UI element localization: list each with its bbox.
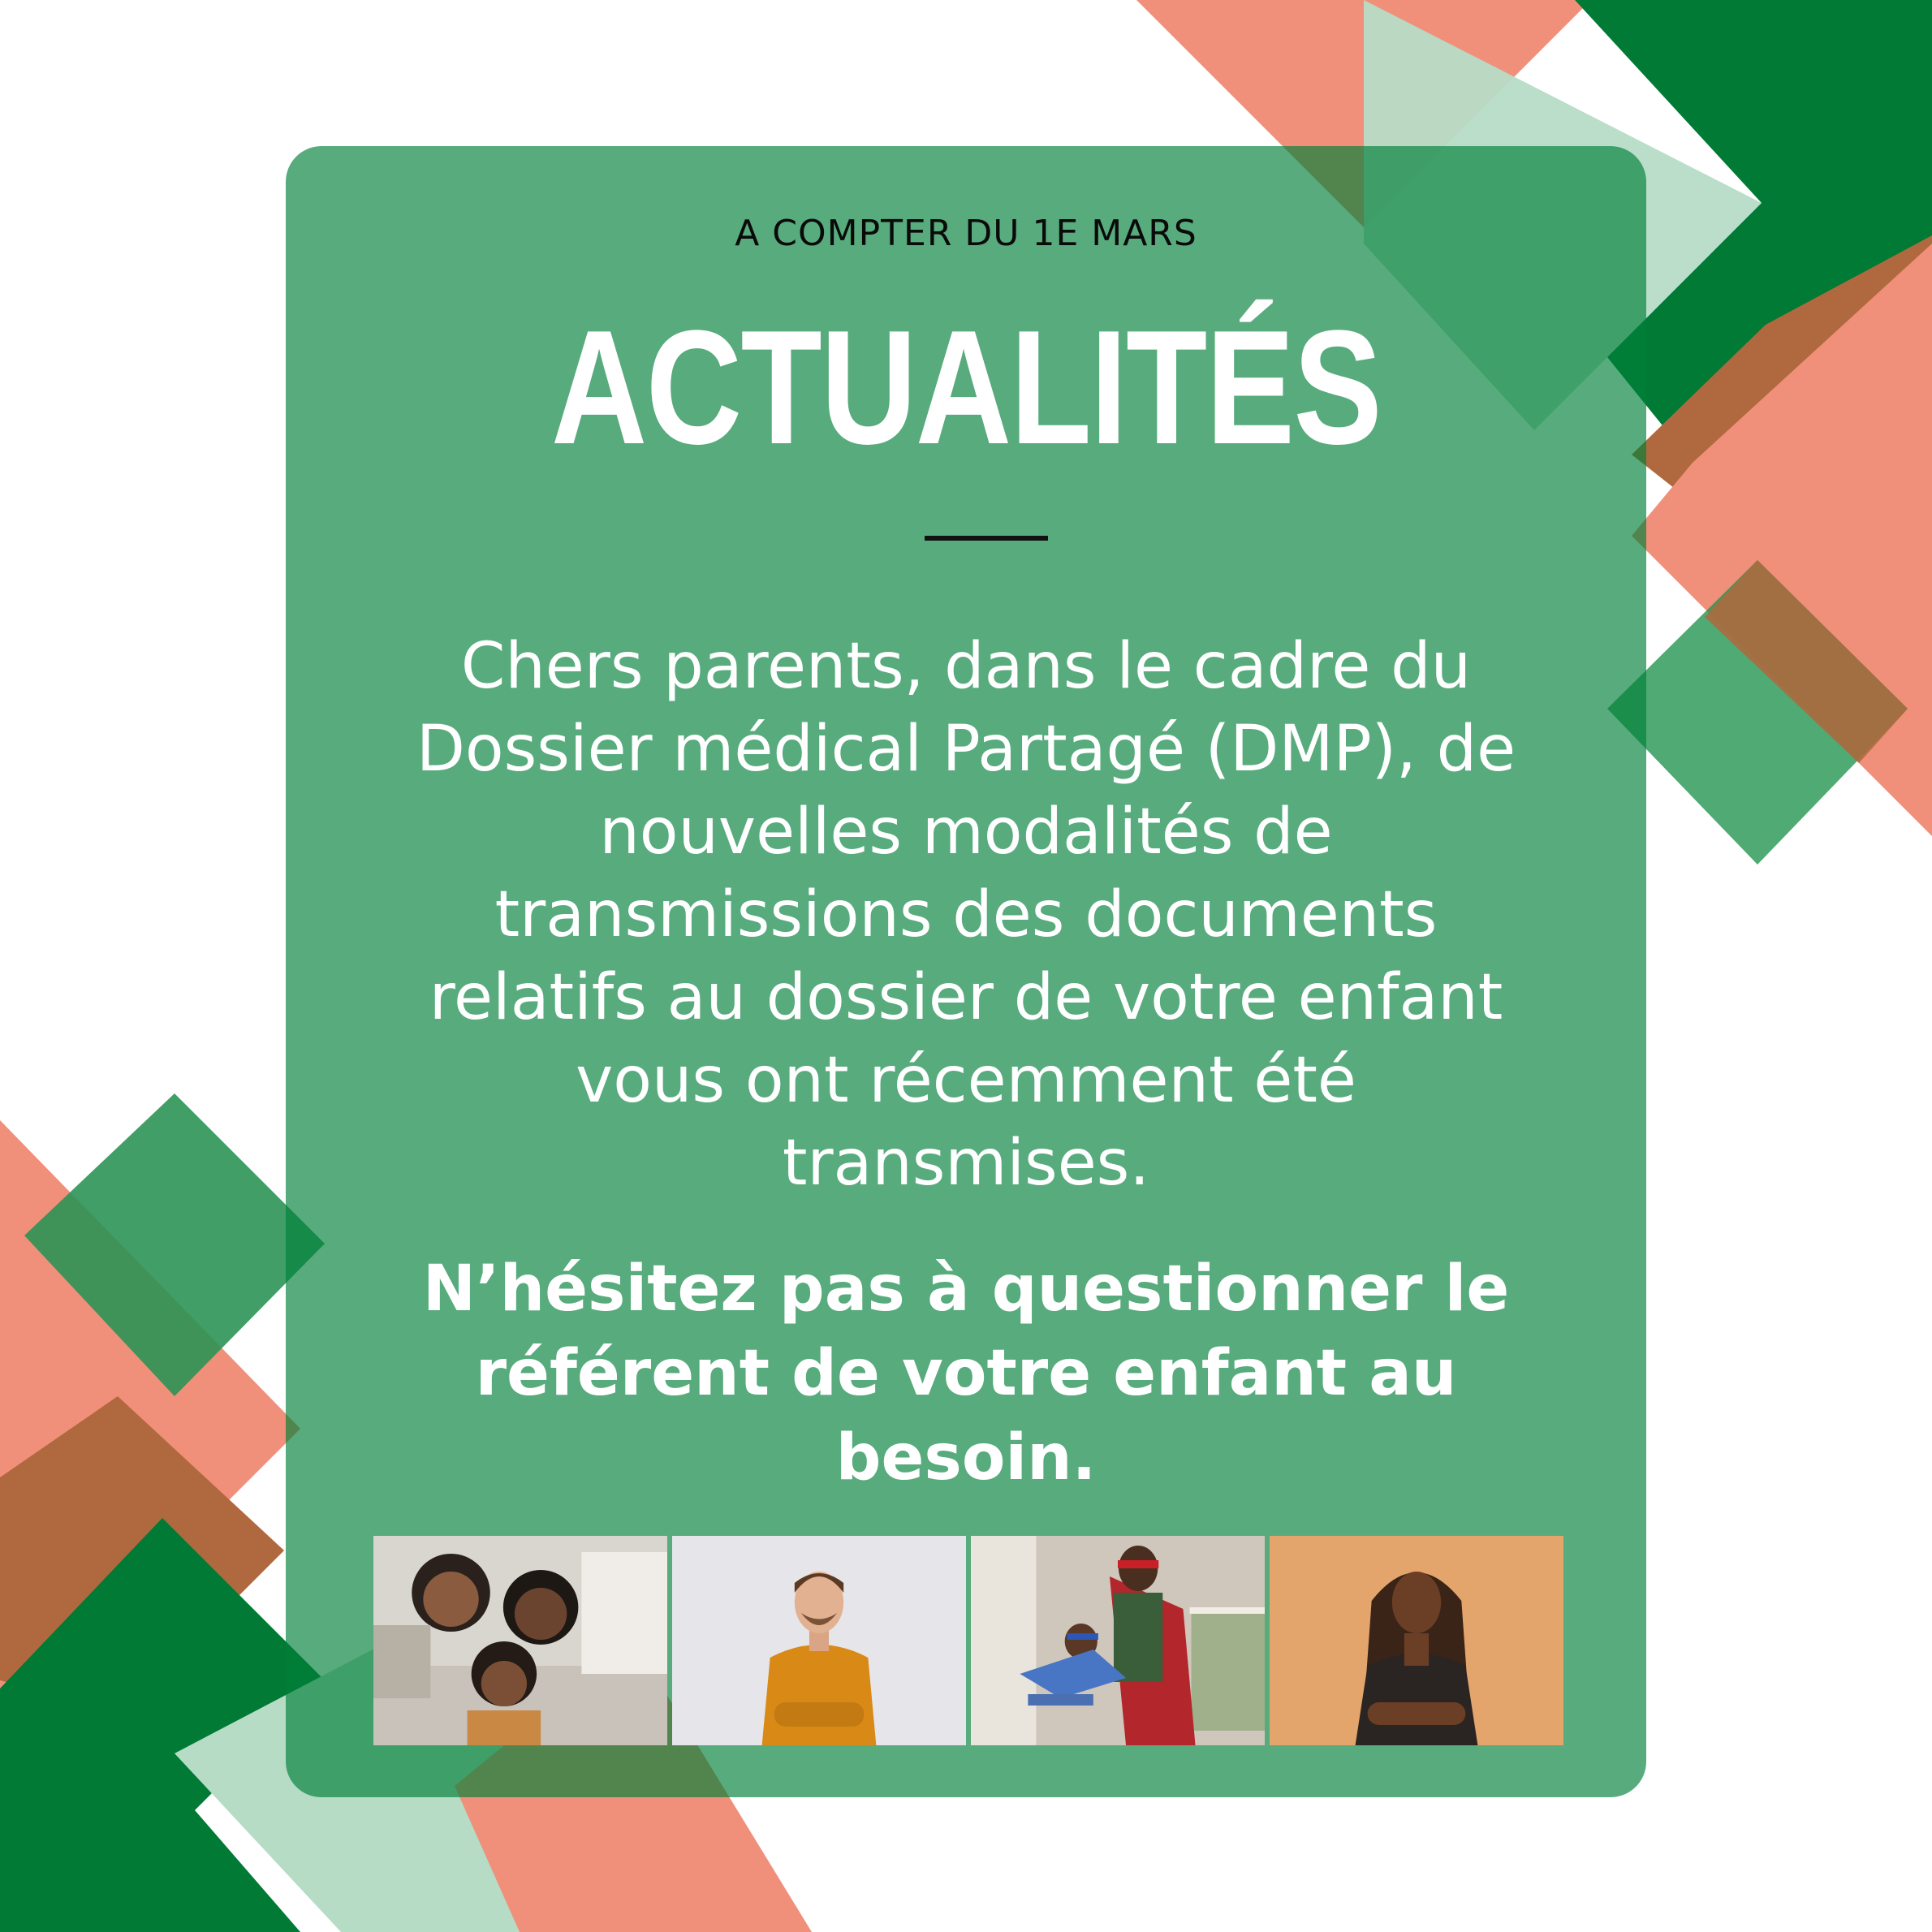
announcement-line: Dossier médical Partagé (DMP), de xyxy=(416,713,1516,786)
woman-portrait-photo xyxy=(1270,1536,1563,1745)
announcement-line: vous ont récemment été xyxy=(576,1044,1356,1117)
announcement-line: nouvelles modalités de xyxy=(599,796,1333,869)
title-divider xyxy=(925,536,1048,541)
cta-line: besoin. xyxy=(835,1421,1097,1494)
call-to-action-text xyxy=(382,1247,1550,1500)
cta-line: référent de votre enfant au xyxy=(475,1337,1457,1410)
man-orange-sweater-photo xyxy=(672,1536,966,1745)
announcement-line: transmises. xyxy=(782,1127,1150,1200)
announcement-text xyxy=(382,625,1550,1205)
page-title: ACTUALITÉS xyxy=(550,297,1382,478)
family-photo xyxy=(373,1536,667,1745)
cta-line: N’hésitez pas à questionner le xyxy=(422,1253,1510,1326)
father-son-superhero-photo xyxy=(971,1536,1265,1745)
announcement-line: relatifs au dossier de votre enfant xyxy=(429,961,1503,1034)
announcement-line: Chers parents, dans le cadre du xyxy=(460,630,1472,703)
announcement-line: transmissions des documents xyxy=(494,878,1438,951)
photo-strip xyxy=(373,1536,1563,1745)
date-tagline: A COMPTER DU 1E MARS xyxy=(735,213,1197,254)
